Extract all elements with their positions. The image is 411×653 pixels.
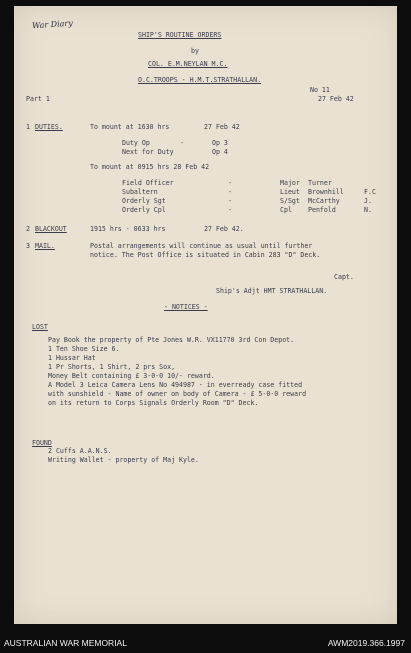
order-number: No 11: [310, 86, 330, 94]
duty-role: Subaltern: [122, 188, 158, 196]
notices-heading: - NOTICES -: [164, 303, 208, 311]
duty-unit: F.C: [364, 188, 376, 196]
dash: -: [228, 188, 232, 196]
lost-item: on its return to Corps Signals Orderly Room "D" Deck.: [48, 399, 259, 407]
signature-rank: Capt.: [334, 273, 354, 281]
found-heading: FOUND: [32, 439, 52, 447]
command-line: O.C.TROOPS - H.M.T.STRATHALLAN.: [138, 76, 262, 84]
footer-credit: AUSTRALIAN WAR MEMORIAL: [4, 638, 127, 648]
mail-line-2: notice. The Post Office is situated in Cabin 283 "D" Deck.: [90, 251, 321, 259]
duty-role: Field Officer: [122, 179, 174, 187]
blackout-times: 1915 hrs - 0633 hrs: [90, 225, 166, 233]
duty-rank: Cpl: [280, 206, 292, 214]
mail-line-1: Postal arrangements will continue as usual until further: [90, 242, 313, 250]
lost-item: with sunshield - Name of owner on body of Camera - £ 5-0-0 reward: [48, 390, 307, 398]
duties-number: 1: [26, 123, 30, 131]
officer-line: COL. E.M.NEYLAN M.C.: [148, 60, 228, 68]
duty-name: Brownhill: [308, 188, 344, 196]
duties-mount1: To mount at 1630 hrs: [90, 123, 170, 131]
duty-role: Orderly Cpl: [122, 206, 166, 214]
duty-op-label: Duty Op: [122, 139, 150, 147]
next-duty-label: Next for Duty: [122, 148, 174, 156]
lost-item: A Model 3 Leica Camera Lens No 494987 - in everready case fitted: [48, 381, 303, 389]
lost-item: 1 Hussar Hat: [48, 354, 96, 362]
order-date: 27 Feb 42: [318, 95, 354, 103]
dash: -: [228, 206, 232, 214]
document-page: [14, 6, 397, 624]
lost-item: Pay Book the property of Pte Jones W.R. VX11770 3rd Con Depot.: [48, 336, 295, 344]
duty-rank: S/Sgt: [280, 197, 300, 205]
handwritten-note: War Diary: [31, 18, 74, 31]
duty-name: Penfold: [308, 206, 336, 214]
lost-item: Money Belt containing £ 3-0-0 10/- reward.: [48, 372, 215, 380]
duty-rank: Major: [280, 179, 300, 187]
lost-item: 1 Pr Shorts, 1 Shirt, 2 prs Sox,: [48, 363, 176, 371]
duties-mount2: To mount at 0915 hrs 28 Feb 42: [90, 163, 210, 171]
dash: -: [180, 139, 184, 147]
duties-heading: DUTIES.: [35, 123, 63, 131]
footer-accession-number: AWM2019.366.1997: [327, 638, 405, 648]
mail-heading: MAIL.: [35, 242, 55, 250]
next-duty-value: Op 4: [212, 148, 228, 156]
lost-item: 1 Ten Shoe Size 6.: [48, 345, 120, 353]
duty-name: Turner: [308, 179, 332, 187]
duty-unit: J.: [364, 197, 372, 205]
duties-mount1-date: 27 Feb 42: [204, 123, 240, 131]
dash: -: [228, 179, 232, 187]
duty-role: Orderly Sgt: [122, 197, 166, 205]
duty-name: McCarthy: [308, 197, 340, 205]
duty-rank: Lieut: [280, 188, 300, 196]
document-title: SHIP'S ROUTINE ORDERS: [138, 31, 222, 39]
mail-number: 3: [26, 242, 30, 250]
lost-heading: LOST: [32, 323, 48, 331]
by-line: by: [191, 47, 199, 55]
found-item: Writing Wallet - property of Maj Kyle.: [48, 456, 199, 464]
duty-op-value: Op 3: [212, 139, 228, 147]
dash: -: [228, 197, 232, 205]
duty-unit: N.: [364, 206, 372, 214]
blackout-heading: BLACKOUT: [35, 225, 67, 233]
found-item: 2 Cuffs A.A.N.S.: [48, 447, 112, 455]
blackout-date: 27 Feb 42.: [204, 225, 244, 233]
blackout-number: 2: [26, 225, 30, 233]
part-label: Part 1: [26, 95, 50, 103]
signature-title: Ship's Adjt HMT STRATHALLAN.: [216, 287, 328, 295]
